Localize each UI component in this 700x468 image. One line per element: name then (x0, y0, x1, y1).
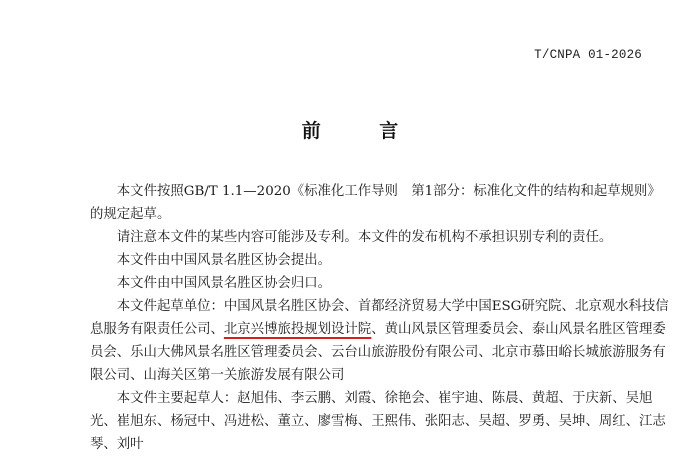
paragraph-main-drafters: 本文件主要起草人：赵旭伟、李云鹏、刘霞、徐艳会、崔宇迪、陈晨、黄超、于庆新、吴旭光、崔旭东、杨冠中、冯进松、董立、廖雪梅、王熙伟、张阳志、吴超、罗勇、吴坤、周红、江志琴、刘叶 (90, 391, 666, 452)
paragraph-patent-notice: 请注意本文件的某些内容可能涉及专利。本文件的发布机构不承担识别专利的责任。 (116, 230, 613, 245)
foreword-heading: 前 言 (301, 120, 425, 142)
paragraph-proposer: 本文件由中国风景名胜区协会提出。 (116, 253, 332, 268)
drafting-units-text-after: 、黄山风景区管理委员会、泰山风景名胜区管理委员会、乐山大佛风景名胜区管理委员会、云台山旅游股份有限公司、北京市慕田峪长城旅游服务有限公司、山海关区第一关旅游发展有限公司 (90, 322, 666, 383)
drafting-units-text-before: 本文件起草单位：中国风景名胜区协会、首都经济贸易大学中国ESG研究院、北京观水科技信息服务有限责任公司、 (90, 299, 669, 337)
foreword-body (90, 180, 670, 456)
document-number: T/CNPA 01-2026 (534, 48, 642, 62)
paragraph-standard-basis: 本文件按照GB/T 1.1—2020《标准化工作导则 第1部分：标准化文件的结构和起草规则》的规定起草。 (90, 184, 661, 222)
paragraph-drafting-units (90, 295, 670, 387)
highlighted-drafting-unit: 北京兴博旅投规划设计院 (223, 322, 372, 337)
paragraph-centralized-by: 本文件由中国风景名胜区协会归口。 (116, 276, 332, 291)
